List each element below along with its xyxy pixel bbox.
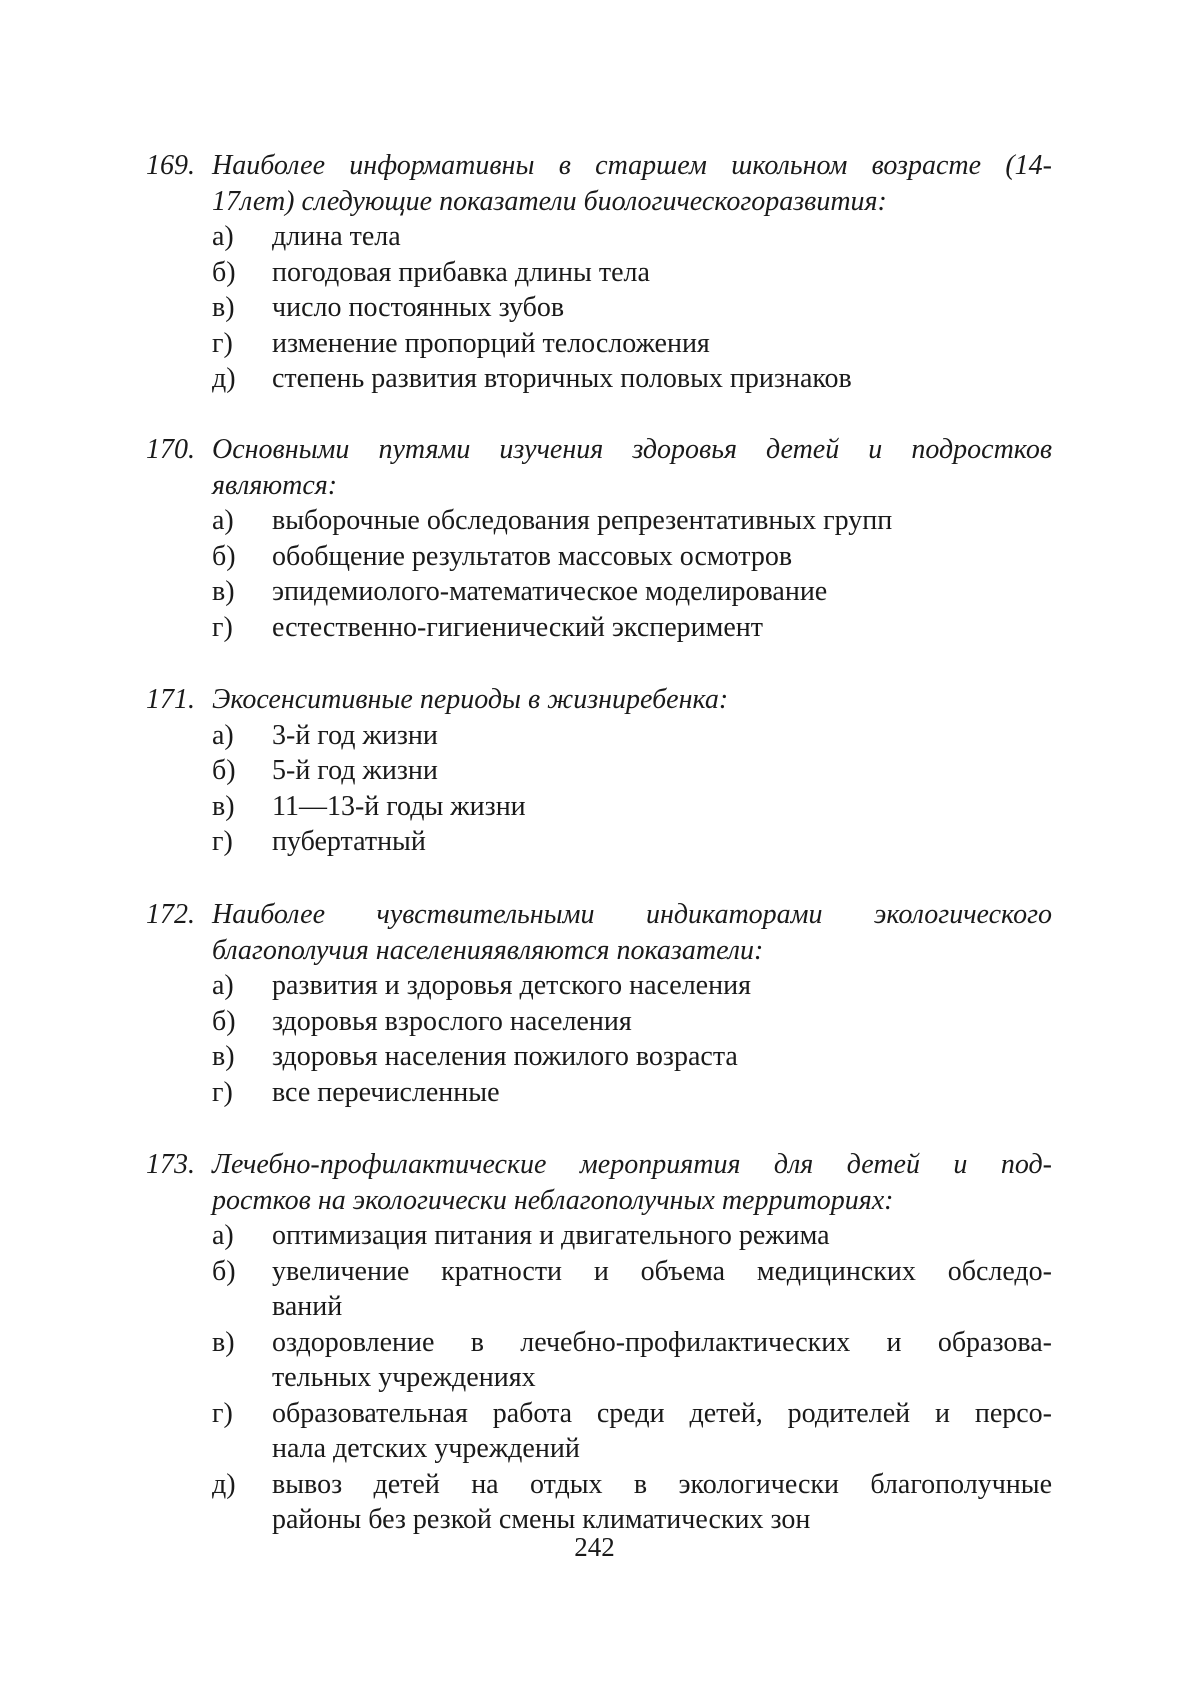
option-label: г) xyxy=(212,327,233,359)
option-label: а) xyxy=(212,1220,234,1251)
answer-option xyxy=(146,824,1052,860)
question-line: являются: xyxy=(212,469,338,501)
option-text: образовательная работа среди детей, родителей и персо- xyxy=(272,1397,1052,1429)
option-text: длина тела xyxy=(272,221,401,252)
answer-option xyxy=(146,361,1052,397)
answer-option xyxy=(146,1396,1052,1467)
option-label: в) xyxy=(212,576,235,607)
option-text: увеличение кратности и объема медицинских обследо- xyxy=(272,1255,1052,1287)
option-label: г) xyxy=(212,826,233,857)
answer-option xyxy=(146,219,1052,255)
option-text-continued: ваний xyxy=(272,1291,343,1322)
question-171 xyxy=(146,682,1052,860)
option-text-continued: нала детских учреждений xyxy=(272,1433,580,1464)
answer-option xyxy=(146,503,1052,539)
question-line: ростков на экологически неблагополучных территориях: xyxy=(212,1184,894,1216)
option-text: изменение пропорций телосложения xyxy=(272,327,710,359)
answer-option xyxy=(146,789,1052,825)
option-text-continued: тельных учреждениях xyxy=(272,1362,536,1393)
answer-options xyxy=(146,718,1052,860)
option-label: г) xyxy=(212,1076,233,1108)
option-text: оздоровление в лечебно-профилактических и образова- xyxy=(272,1326,1052,1358)
answer-option xyxy=(146,610,1052,646)
option-text: здоровья населения пожилого возраста xyxy=(272,1041,738,1072)
option-text: погодовая прибавка длины тела xyxy=(272,256,650,288)
option-label: в) xyxy=(212,790,235,822)
answer-options xyxy=(146,1218,1052,1538)
answer-options xyxy=(146,503,1052,645)
option-text: эпидемиолого-математическое моделирование xyxy=(272,576,828,607)
answer-options xyxy=(146,219,1052,397)
answer-option xyxy=(146,539,1052,575)
option-label: в) xyxy=(212,292,235,323)
answer-option xyxy=(146,255,1052,291)
option-text: развития и здоровья детского населения xyxy=(272,970,751,1001)
answer-options xyxy=(146,968,1052,1110)
question-172 xyxy=(146,897,1052,1110)
question-line: Наиболее чувствительными индикаторами экологического xyxy=(212,899,1052,930)
option-text: число постоянных зубов xyxy=(272,292,565,323)
option-label: а) xyxy=(212,970,234,1001)
question-number: 170. xyxy=(146,434,195,465)
question-number: 173. xyxy=(146,1149,195,1180)
question-number: 169. xyxy=(146,150,195,181)
question-170 xyxy=(146,432,1052,645)
question-line: Наиболее информативны в старшем школьном возрасте (14- xyxy=(212,150,1052,181)
option-text: здоровья взрослого населения xyxy=(272,1005,632,1037)
option-text: все перечисленные xyxy=(272,1076,500,1108)
option-label: д) xyxy=(212,1468,236,1500)
option-text: 3-й год жизни xyxy=(272,719,438,751)
question-number: 172. xyxy=(146,899,195,930)
answer-option xyxy=(146,1467,1052,1538)
option-label: а) xyxy=(212,221,234,252)
answer-option xyxy=(146,968,1052,1004)
option-label: б) xyxy=(212,540,236,572)
answer-option xyxy=(146,718,1052,754)
question-text xyxy=(146,682,1052,718)
option-label: а) xyxy=(212,719,234,751)
question-line: Основными путями изучения здоровья детей и подростков xyxy=(212,434,1052,465)
answer-option xyxy=(146,326,1052,362)
question-line: Лечебно-профилактические мероприятия для детей и под- xyxy=(212,1149,1052,1180)
answer-option xyxy=(146,1039,1052,1075)
option-label: б) xyxy=(212,755,236,786)
option-label: б) xyxy=(212,1005,236,1037)
answer-option xyxy=(146,753,1052,789)
question-text xyxy=(146,897,1052,968)
option-text: степень развития вторичных половых признаков xyxy=(272,363,852,394)
option-label: в) xyxy=(212,1041,235,1072)
option-label: д) xyxy=(212,363,236,394)
answer-option xyxy=(146,1218,1052,1254)
question-173 xyxy=(146,1147,1052,1538)
question-line: благополучия населенияявляются показатели: xyxy=(212,934,764,966)
option-text: оптимизация питания и двигательного режима xyxy=(272,1220,830,1251)
option-label: б) xyxy=(212,256,236,288)
option-text-continued: районы без резкой смены климатических зон xyxy=(272,1504,811,1535)
question-text xyxy=(146,1147,1052,1218)
option-label: б) xyxy=(212,1255,236,1287)
option-text: выборочные обследования репрезентативных групп xyxy=(272,505,893,536)
question-text xyxy=(146,148,1052,219)
option-text: 5-й год жизни xyxy=(272,755,438,786)
option-label: а) xyxy=(212,505,234,536)
question-text xyxy=(146,432,1052,503)
answer-option xyxy=(146,1075,1052,1111)
answer-option xyxy=(146,574,1052,610)
option-text: вывоз детей на отдых в экологически благополучные xyxy=(272,1468,1052,1500)
question-169 xyxy=(146,148,1052,397)
answer-option xyxy=(146,290,1052,326)
option-text: естественно-гигиенический эксперимент xyxy=(272,611,764,643)
question-number: 171. xyxy=(146,684,195,715)
question-line: 17лет) следующие показатели биологическогоразвития: xyxy=(212,185,887,217)
option-label: в) xyxy=(212,1326,235,1358)
answer-option xyxy=(146,1004,1052,1040)
option-label: г) xyxy=(212,611,233,643)
answer-option xyxy=(146,1254,1052,1325)
page-number: 242 xyxy=(574,1532,615,1562)
answer-option xyxy=(146,1325,1052,1396)
option-label: г) xyxy=(212,1397,233,1429)
option-text: 11—13-й годы жизни xyxy=(272,790,526,822)
question-line: Экосенситивные периоды в жизниребенка: xyxy=(212,684,729,715)
option-text: обобщение результатов массовых осмотров xyxy=(272,540,793,572)
option-text: пубертатный xyxy=(272,826,426,857)
